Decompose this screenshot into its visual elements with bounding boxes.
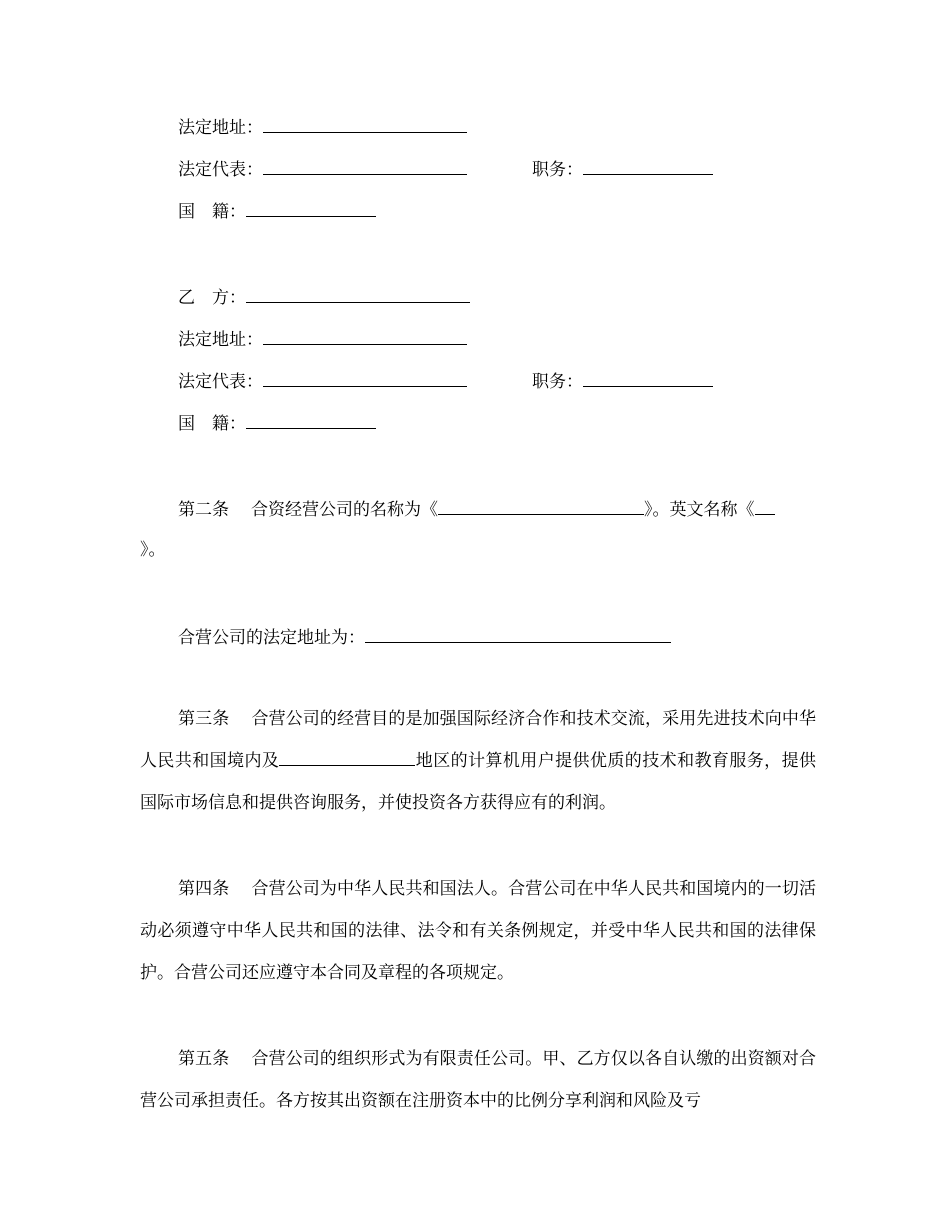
party-b-rep-row [178, 370, 467, 392]
article-2-line-2 [140, 540, 166, 560]
party-a-rep-label: 法定代表： [178, 160, 263, 180]
party-b-name-label: 乙 方： [178, 288, 246, 308]
party-b-position-blank[interactable] [583, 370, 713, 387]
party-a-position-label: 职务： [532, 160, 583, 180]
article-2-text-before: 合资经营公司的名称为《 [251, 500, 438, 520]
party-a-rep-blank[interactable] [263, 158, 467, 175]
article-2-text-middle: 》。英文名称《 [644, 500, 755, 520]
party-b-position-label: 职务： [532, 372, 583, 392]
article-5 [140, 1038, 816, 1122]
party-b-name-blank[interactable] [246, 286, 470, 303]
party-a-nationality-row [178, 200, 376, 222]
party-a-rep-row [178, 158, 467, 180]
company-address-blank[interactable] [365, 626, 671, 643]
article-3-heading: 第三条 [178, 709, 230, 729]
party-b-position-row [532, 370, 713, 392]
party-b-rep-label: 法定代表： [178, 372, 263, 392]
party-b-nationality-row [178, 412, 376, 434]
article-4-text: 合营公司为中华人民共和国法人。合营公司在中华人民共和国境内的一切活动必须遵守中华人民共和国的法律、法令和有关条例规定，并受中华人民共和国的法律保护。合营公司还应遵守本合同及章程的各项规定。 [140, 879, 817, 983]
party-a-nationality-blank[interactable] [246, 200, 376, 217]
article-3-text-before: 合营公司的经营目的是加强国际经济合作和技术交流，采用先进技术向中华人民共和国境内及 [140, 709, 817, 771]
article-3 [140, 698, 816, 824]
party-a-nationality-label: 国 籍： [178, 202, 246, 222]
party-b-name-row [178, 286, 470, 308]
article-2-english-name-blank[interactable] [755, 498, 775, 515]
article-2-text-end: 》。 [140, 540, 166, 560]
article-3-region-blank[interactable] [279, 749, 415, 766]
party-a-position-row [532, 158, 713, 180]
party-b-address-label: 法定地址： [178, 330, 263, 350]
article-2-line-1 [178, 498, 775, 520]
article-4 [140, 868, 816, 994]
article-2-chinese-name-blank[interactable] [438, 498, 644, 515]
party-a-position-blank[interactable] [583, 158, 713, 175]
party-a-address-blank[interactable] [263, 116, 467, 133]
party-a-address-row [178, 116, 467, 138]
party-b-address-blank[interactable] [263, 328, 467, 345]
company-address-label: 合营公司的法定地址为： [178, 628, 365, 648]
party-b-rep-blank[interactable] [263, 370, 467, 387]
article-4-heading: 第四条 [178, 879, 230, 899]
party-a-address-label: 法定地址： [178, 118, 263, 138]
party-b-nationality-blank[interactable] [246, 412, 376, 429]
party-b-address-row [178, 328, 467, 350]
article-5-heading: 第五条 [178, 1049, 230, 1069]
article-5-text: 合营公司的组织形式为有限责任公司。甲、乙方仅以各自认缴的出资额对合营公司承担责任。各方按其出资额在注册资本中的比例分享利润和风险及亏 [140, 1049, 817, 1111]
party-b-nationality-label: 国 籍： [178, 414, 246, 434]
article-3-text-after: 地区的计算机用户提供优质的技术和教育服务，提供国际市场信息和提供咨询服务，并使投资各方获得应有的利润。 [140, 751, 817, 813]
company-address-row [178, 626, 671, 648]
article-2-heading: 第二条 [178, 500, 229, 520]
